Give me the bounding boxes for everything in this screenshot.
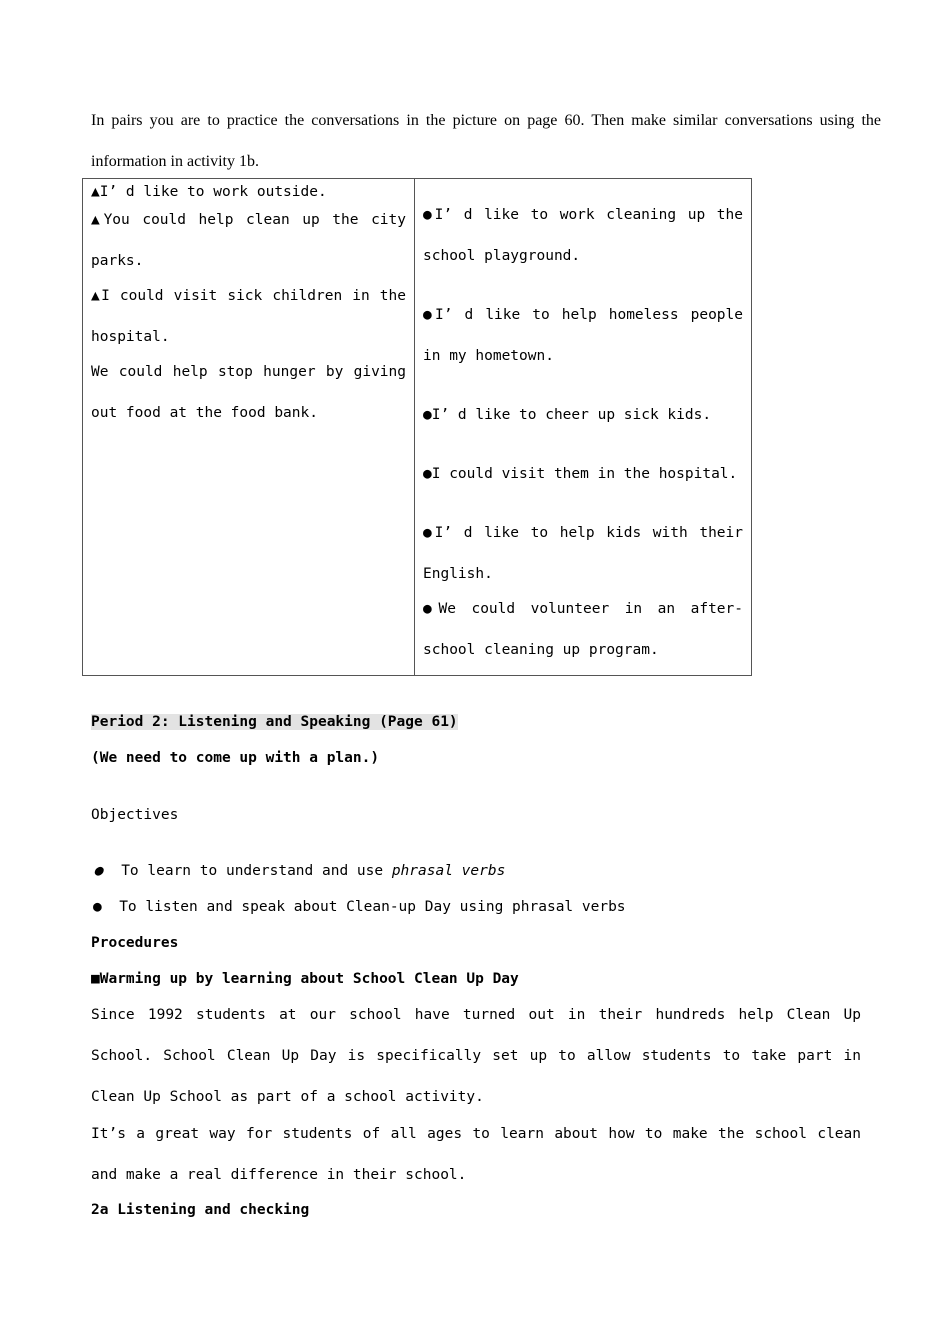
- warmup-paragraph-2: [91, 1114, 861, 1196]
- period-heading: [91, 711, 861, 733]
- right-line-3: ●I’ d like to cheer up sick kids.: [423, 407, 712, 423]
- right-line-5: ●I’ d like to help kids with their English.: [423, 525, 743, 582]
- bullet-icon: ●: [92, 863, 106, 879]
- intro-line-2: information in activity 1b.: [91, 153, 259, 170]
- objective-emphasis: phrasal verbs: [391, 863, 506, 879]
- period-title: Period 2: Listening and Speaking (Page 61): [91, 714, 458, 730]
- objectives-heading: Objectives: [91, 807, 179, 823]
- para2-text: It’s a great way for students of all ages to learn about how to make the school clean and make a real difference in their school.: [91, 1126, 861, 1183]
- right-line-6: ●We could volunteer in an after-school cleaning up program.: [423, 601, 743, 658]
- right-line-4: ●I could visit them in the hospital.: [423, 466, 738, 482]
- left-line-3: ▲I could visit sick children in the hospital.: [91, 288, 406, 345]
- procedures-heading: Procedures: [91, 935, 179, 951]
- objective-item-1: [91, 860, 861, 882]
- intro-line-1: In pairs you are to practice the conversations in the picture on page 60. Then make similar conversations using the: [91, 112, 881, 129]
- left-line-2: ▲You could help clean up the city parks.: [91, 212, 406, 269]
- right-line-1: ●I’ d like to work cleaning up the school playground.: [423, 207, 743, 264]
- objective-item-2: [91, 896, 861, 918]
- left-column: [83, 179, 415, 676]
- objective-text-2: To listen and speak about Clean-up Day using phrasal verbs: [119, 899, 626, 915]
- intro-paragraph: [91, 100, 881, 182]
- conversation-table: [82, 178, 752, 676]
- left-line-1: ▲I’ d like to work outside.: [91, 184, 327, 200]
- objective-text-1: To learn to understand and use: [121, 863, 392, 879]
- warmup-heading: ■Warming up by learning about School Clean Up Day: [91, 971, 519, 987]
- period-subtitle: (We need to come up with a plan.): [91, 750, 380, 766]
- para1-text: Since 1992 students at our school have turned out in their hundreds help Clean Up School. School Clean Up Day is specifically set up to allow students to take part in Clean Up School as part of a school activity.: [91, 1007, 861, 1105]
- right-column: [415, 179, 752, 676]
- bullet-icon: ●: [93, 899, 102, 915]
- section-2a-heading: 2a Listening and checking: [91, 1202, 310, 1218]
- right-line-2: ●I’ d like to help homeless people in my hometown.: [423, 307, 743, 364]
- left-line-4: We could help stop hunger by giving out food at the food bank.: [91, 364, 406, 421]
- warmup-paragraph-1: [91, 1004, 861, 1118]
